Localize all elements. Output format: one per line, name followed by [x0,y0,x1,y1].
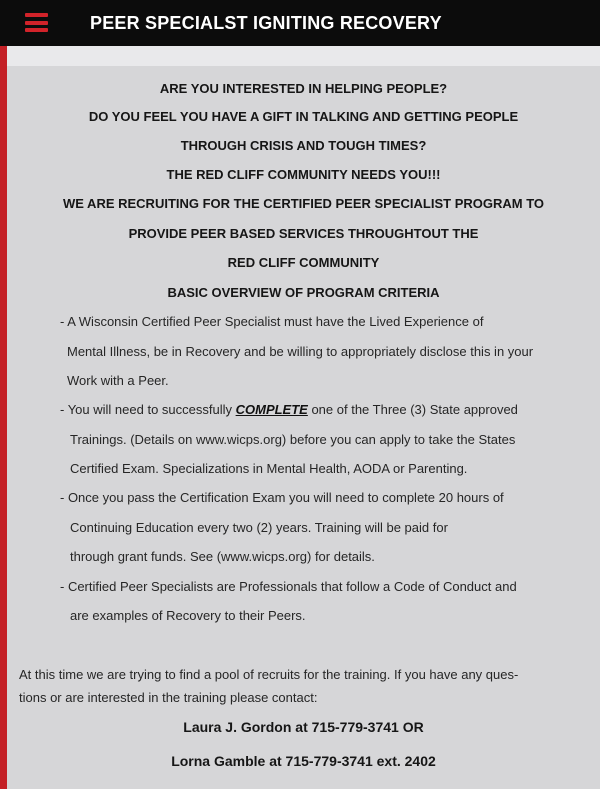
left-accent-bar [0,46,7,789]
flyer-content [7,66,600,789]
criteria-3-line-3: through grant funds. See (www.wicps.org) for details. [70,549,375,564]
footer-text-line-1: At this time we are trying to find a pool of recruits for the training. If you have any ques- [19,667,519,682]
complete-emphasis: COMPLETE [235,402,308,417]
top-band [7,46,600,66]
criteria-2-line-3: Certified Exam. Specializations in Mental Health, AODA or Parenting. [70,461,468,476]
site-header [0,0,600,46]
intro-line-1: ARE YOU INTERESTED IN HELPING PEOPLE? [159,81,448,96]
contact-laura-gordon: Laura J. Gordon at 715-779-3741 OR [183,719,424,735]
intro-line-6: PROVIDE PEER BASED SERVICES THROUGHTOUT THE [128,226,479,241]
criteria-heading: BASIC OVERVIEW OF PROGRAM CRITERIA [167,285,440,300]
intro-line-4: THE RED CLIFF COMMUNITY NEEDS YOU!!! [166,167,441,182]
criteria-2-text-post: one of the Three (3) State approved [307,402,518,417]
criteria-3-line-1: - Once you pass the Certification Exam you will need to complete 20 hours of [60,490,504,505]
intro-line-7: RED CLIFF COMMUNITY [227,255,380,270]
criteria-2-line-2: Trainings. (Details on www.wicps.org) before you can apply to take the States [70,432,516,447]
criteria-3-line-2: Continuing Education every two (2) years. Training will be paid for [70,520,448,535]
intro-line-5: WE ARE RECRUITING FOR THE CERTIFIED PEER SPECIALIST PROGRAM TO [62,196,545,211]
footer-text-line-2: tions or are interested in the training please contact: [19,690,318,705]
intro-line-3: THROUGH CRISIS AND TOUGH TIMES? [180,138,427,153]
criteria-2-text-pre: - You will need to successfully [60,402,236,417]
criteria-4-line-1: - Certified Peer Specialists are Professionals that follow a Code of Conduct and [60,579,517,594]
contact-lorna-gamble: Lorna Gamble at 715-779-3741 ext. 2402 [171,753,436,769]
criteria-2-line-1 [60,402,518,418]
criteria-1-line-1: - A Wisconsin Certified Peer Specialist must have the Lived Experience of [60,314,484,329]
criteria-1-line-3: Work with a Peer. [67,373,169,388]
hamburger-menu-icon[interactable] [25,13,48,32]
site-title: PEER SPECIALST IGNITING RECOVERY [90,13,442,33]
criteria-4-line-2: are examples of Recovery to their Peers. [70,608,306,623]
intro-line-2: DO YOU FEEL YOU HAVE A GIFT IN TALKING AND GETTING PEOPLE [88,109,519,124]
criteria-1-line-2: Mental Illness, be in Recovery and be willing to appropriately disclose this in your [67,344,534,359]
